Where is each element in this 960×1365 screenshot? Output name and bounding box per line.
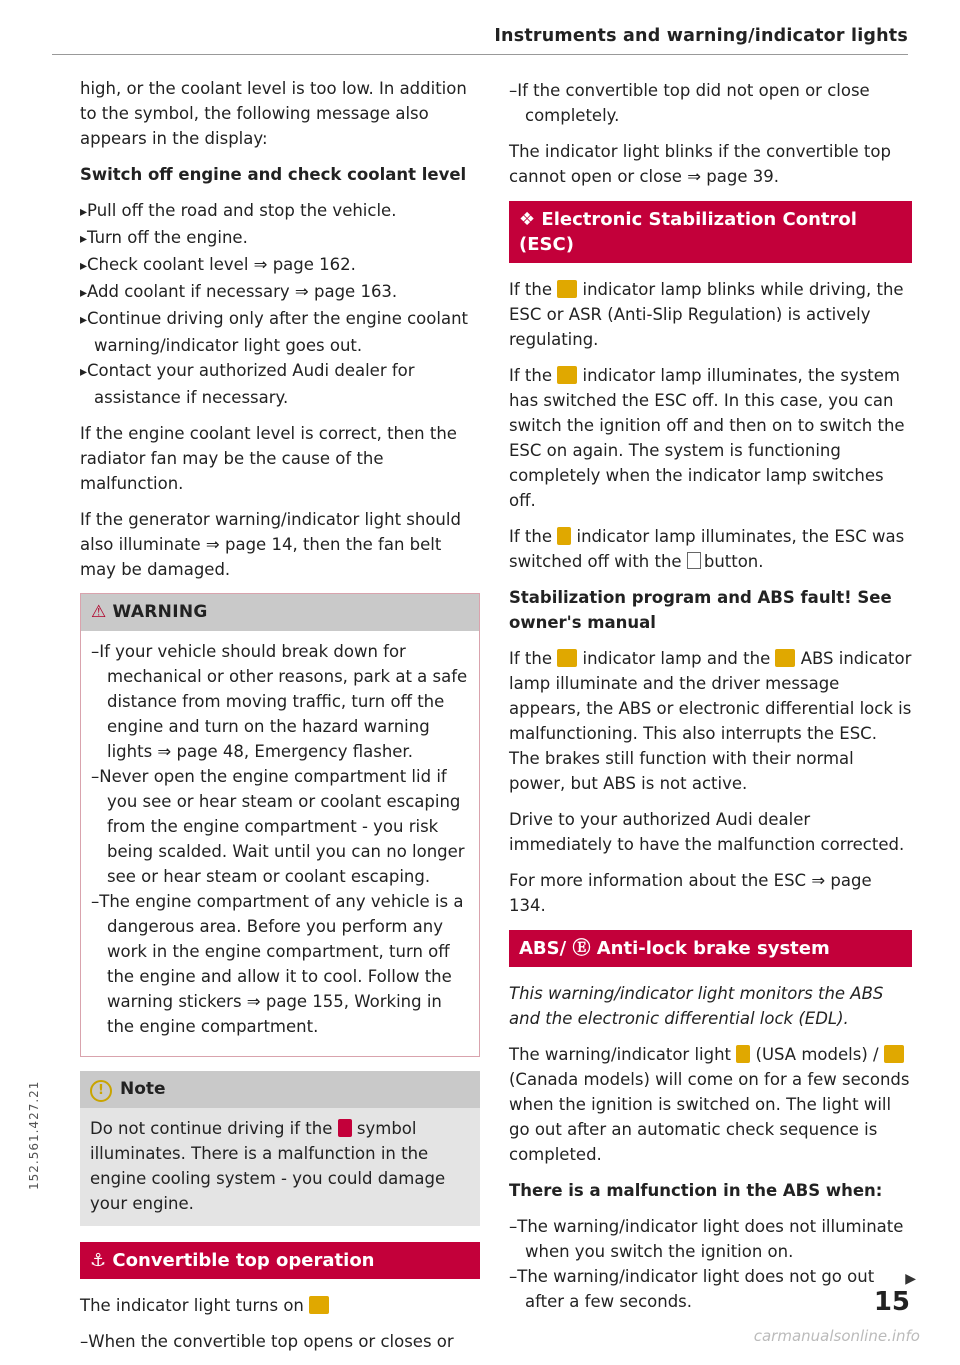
- list-item: – The warning/indicator light does not go out after a few seconds.: [509, 1264, 912, 1314]
- warning-title: WARNING: [112, 602, 208, 622]
- esc-fault-heading: Stabilization program and ABS fault! See owner's manual: [509, 588, 892, 632]
- list-item: ▸ Turn off the engine.: [80, 225, 480, 252]
- note-title: Note: [120, 1079, 166, 1099]
- list-item: – If the convertible top did not open or close completely.: [509, 78, 912, 128]
- esc-paragraph-6: For more information about the ESC ⇒ page 134.: [509, 871, 872, 915]
- radiator-paragraph: If the engine coolant level is correct, then the radiator fan may be the cause of the malfunction.: [80, 424, 457, 493]
- generator-paragraph: If the generator warning/indicator light should also illuminate ⇒ page 14, then the fan belt may be damaged.: [80, 510, 461, 579]
- convertible-icon: ⚓: [90, 1250, 107, 1271]
- abs-heading: ABS/ Ⓔ Anti-lock brake system: [509, 930, 912, 967]
- note-text: Do not continue driving if the symbol illuminates. There is a malfunction in the engine cooling system - you could damage your engine.: [90, 1119, 446, 1213]
- list-item: – Never open the engine compartment lid if you see or hear steam or coolant escaping from the engine compartment - you risk being scalded. Wait until you can no longer see or hear steam or coolant escaping.: [91, 764, 469, 889]
- page-number: 15: [873, 1287, 910, 1317]
- warning-list: [91, 639, 469, 1039]
- list-item: – The engine compartment of any vehicle is a dangerous area. Before you perform any work in the engine compartment, turn off the engine and allow it to cool. Follow the warning stickers ⇒ page 155, Working in the engine compartment.: [91, 889, 469, 1039]
- esc-indicator-icon: [557, 366, 577, 384]
- next-page-arrow-icon: ▶: [905, 1271, 916, 1287]
- esc-indicator-icon: [557, 280, 577, 298]
- note-info-icon: !: [90, 1080, 112, 1102]
- esc-paragraph-5: Drive to your authorized Audi dealer immediately to have the malfunction corrected.: [509, 810, 905, 854]
- list-item: ▸ Check coolant level ⇒ page 162.: [80, 252, 480, 279]
- header-rule: [52, 54, 908, 55]
- list-item: ▸ Continue driving only after the engine coolant warning/indicator light goes out.: [80, 306, 480, 358]
- esc-icon: ❖: [519, 209, 536, 230]
- list-item: – If your vehicle should break down for mechanical or other reasons, park at a safe distance from moving traffic, turn off the engine and turn on the hazard warning lights ⇒ page 48, Emergency flasher.: [91, 639, 469, 764]
- list-item: ▸ Add coolant if necessary ⇒ page 163.: [80, 279, 480, 306]
- list-item: – The warning/indicator light does not illuminate when you switch the ignition on.: [509, 1214, 912, 1264]
- convertible-list-continued: [509, 78, 912, 128]
- list-item: ▸ Contact your authorized Audi dealer for assistance if necessary.: [80, 358, 480, 410]
- convertible-list: [80, 1329, 480, 1354]
- list-item: – When the convertible top opens or closes or: [80, 1329, 480, 1354]
- esc-paragraph-2: If the indicator lamp illuminates, the system has switched the ESC off. In this case, you can switch the ignition off and then on to switch the ESC on again. The system is functioning completely when the indicator lamp switches off.: [509, 366, 905, 510]
- convertible-paragraph: The indicator light turns on: [80, 1293, 480, 1318]
- abs-malfunction-list: [509, 1214, 912, 1317]
- intro-paragraph: high, or the coolant level is too low. In addition to the symbol, the following message also appears in the display:: [80, 79, 467, 148]
- esc-off-indicator-icon: [557, 527, 571, 545]
- warning-triangle-icon: ⚠: [91, 602, 107, 622]
- list-item: ▸ Pull off the road and stop the vehicle.: [80, 198, 480, 225]
- abs-malfunction-heading: There is a malfunction in the ABS when:: [509, 1181, 883, 1200]
- coolant-warning-icon: [338, 1119, 352, 1137]
- side-document-code: 152.561.427.21: [27, 1080, 41, 1190]
- abs-indicator-icon: [775, 649, 795, 667]
- abs-canada-indicator-icon: [884, 1045, 904, 1063]
- page-header-title: Instruments and warning/indicator lights: [494, 26, 908, 46]
- abs-intro: This warning/indicator light monitors the ABS and the electronic differential lock (EDL).: [509, 984, 884, 1028]
- watermark: carmanualsonline.info: [753, 1327, 920, 1345]
- right-column: [509, 76, 912, 1325]
- convertible-indicator-icon: [309, 1296, 329, 1314]
- esc-indicator-icon: [557, 649, 577, 667]
- warning-box: [80, 593, 480, 1057]
- esc-heading: ❖ Electronic Stabilization Control (ESC): [509, 201, 912, 263]
- esc-button-icon: [687, 552, 701, 569]
- warning-heading: [81, 594, 479, 631]
- left-column: [80, 76, 480, 1365]
- message-heading: Switch off engine and check coolant level: [80, 165, 467, 184]
- blink-paragraph: The indicator light blinks if the convertible top cannot open or close ⇒ page 39.: [509, 142, 891, 186]
- steps-list: [80, 198, 480, 410]
- esc-paragraph-4: If the indicator lamp and the ABS indicator lamp illuminate and the driver message appears, the ABS or electronic differential lock is malfunctioning. This also interrupts the ESC. The brakes still function with their normal power, but ABS is not active.: [509, 649, 912, 793]
- note-heading: [80, 1071, 480, 1108]
- esc-paragraph-1: If the indicator lamp blinks while driving, the ESC or ASR (Anti-Slip Regulation) is actively regulating.: [509, 280, 904, 349]
- convertible-heading: ⚓ Convertible top operation: [80, 1242, 480, 1279]
- abs-usa-indicator-icon: [736, 1045, 750, 1063]
- abs-paragraph-1: The warning/indicator light (USA models) / (Canada models) will come on for a few seconds when the ignition is switched on. The light will go out after an automatic check sequence is completed.: [509, 1045, 910, 1164]
- esc-paragraph-3: If the indicator lamp illuminates, the ESC was switched off with the button.: [509, 527, 905, 571]
- note-box: [80, 1071, 480, 1226]
